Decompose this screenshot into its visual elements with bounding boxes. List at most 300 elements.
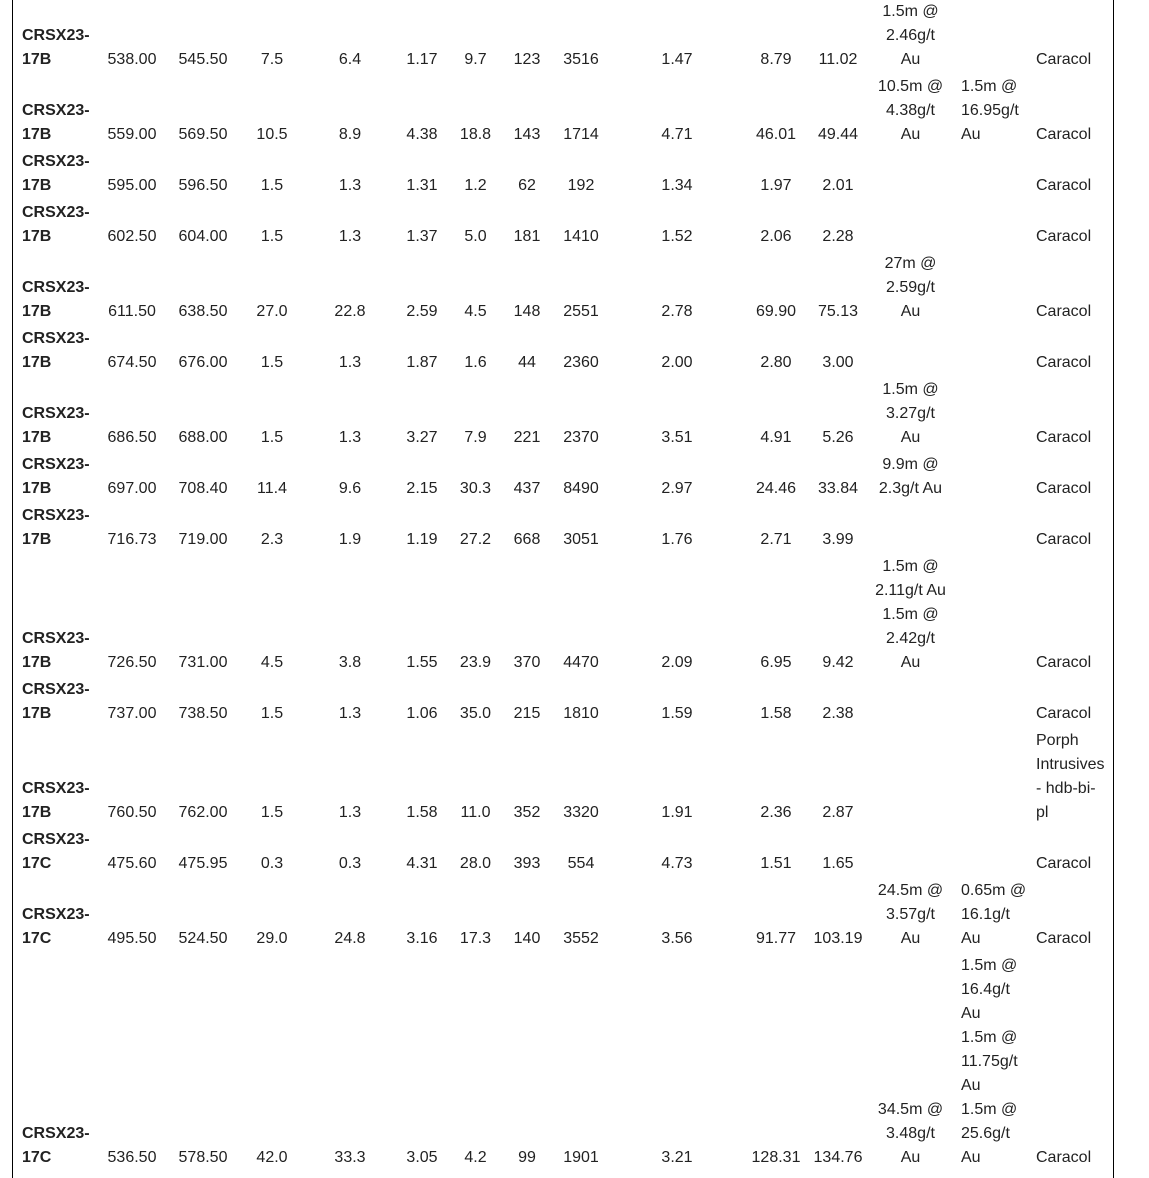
cell-line: Caracol — [1036, 303, 1092, 320]
cell-line: Caracol — [1036, 855, 1092, 872]
aueq-cell: 1.76 — [661, 531, 693, 548]
hole-id-cell: CRSX23- 17C — [22, 906, 90, 947]
au-cell: 1.58 — [406, 804, 438, 821]
cell-line: 24.5m @ — [877, 882, 944, 899]
cell-line: 1.5m @ — [882, 606, 939, 623]
zone-cell — [1034, 879, 1112, 954]
table-row — [12, 729, 1112, 828]
cell-line: 10.5m @ — [877, 78, 944, 95]
including-secondary-cell — [954, 828, 1034, 879]
cu-cell: 393 — [513, 855, 541, 872]
interval-cell: 4.5 — [260, 654, 284, 671]
including-cell — [867, 327, 954, 378]
hole-id-cell: CRSX23- 17B — [22, 279, 90, 320]
au-cell: 1.19 — [406, 531, 438, 548]
including-secondary-cell — [954, 150, 1034, 201]
au-cell: 4.38 — [406, 126, 438, 143]
table-row — [12, 828, 1112, 879]
cell-line: Caracol — [1036, 1149, 1092, 1166]
including-secondary-cell — [954, 555, 1034, 678]
au-cell: 3.27 — [406, 429, 438, 446]
gxm-aueq-cell: 2.01 — [822, 177, 854, 194]
aueq-cell: 4.71 — [661, 126, 693, 143]
including-cell — [867, 75, 954, 150]
au-cell: 1.06 — [406, 705, 438, 722]
including-cell — [867, 729, 954, 828]
ag-cell: 1.6 — [464, 354, 487, 371]
cu-cell: 99 — [518, 1149, 536, 1166]
including-secondary-cell — [954, 954, 1034, 1173]
cell-line: 2.42g/t — [886, 630, 935, 647]
from-cell: 495.50 — [107, 930, 157, 947]
including-cell — [867, 678, 954, 729]
cell-line: 2.46g/t — [886, 27, 935, 44]
true-width-cell: 1.3 — [338, 228, 362, 245]
to-cell: 596.50 — [178, 177, 228, 194]
zone-cell — [1034, 378, 1112, 453]
aueq-cell: 3.21 — [661, 1149, 693, 1166]
zone-cell — [1034, 252, 1112, 327]
gxm-aueq-cell: 75.13 — [817, 303, 859, 320]
zone-cell — [1034, 327, 1112, 378]
aueq-cell: 1.34 — [661, 177, 693, 194]
interval-cell: 27.0 — [256, 303, 288, 320]
interval-cell: 11.4 — [257, 480, 287, 497]
including-cell — [867, 201, 954, 252]
gxm-au-cell: 2.71 — [760, 531, 792, 548]
including-cell — [867, 252, 954, 327]
from-cell: 674.50 — [107, 354, 157, 371]
cu-cell: 148 — [513, 303, 541, 320]
interval-cell: 1.5 — [260, 705, 284, 722]
cell-line: Au — [961, 1149, 981, 1166]
cell-line: 1.5m @ — [961, 957, 1018, 974]
table-row — [12, 879, 1112, 954]
drill-results-table — [12, 0, 1112, 1173]
from-cell: 726.50 — [107, 654, 157, 671]
gxm-aueq-cell: 49.44 — [817, 126, 859, 143]
cell-line: Caracol — [1036, 654, 1092, 671]
true-width-cell: 1.3 — [338, 804, 362, 821]
cell-line: 3.48g/t — [886, 1125, 935, 1142]
gxm-aueq-cell: 2.87 — [822, 804, 854, 821]
cell-line: Caracol — [1036, 354, 1092, 371]
true-width-cell: 0.3 — [338, 855, 362, 872]
gxm-aueq-cell: 3.99 — [822, 531, 854, 548]
interval-cell: 1.5 — [260, 354, 284, 371]
aueq-cell: 3.51 — [661, 429, 693, 446]
cell-line: 25.6g/t — [961, 1125, 1010, 1142]
hole-id-cell: CRSX23- 17B — [22, 456, 90, 497]
gxm-au-cell: 1.97 — [760, 177, 792, 194]
hole-id-cell: CRSX23- 17B — [22, 630, 90, 671]
cell-line: 1.5m @ — [882, 3, 939, 20]
table-row — [12, 378, 1112, 453]
gxm-au-cell: 128.31 — [751, 1149, 801, 1166]
including-secondary-cell — [954, 504, 1034, 555]
true-width-cell: 1.9 — [338, 531, 362, 548]
interval-cell: 1.5 — [260, 177, 284, 194]
to-cell: 524.50 — [178, 930, 228, 947]
interval-cell: 1.5 — [260, 429, 284, 446]
zn-cell: 554 — [567, 855, 595, 872]
table-row — [12, 954, 1112, 1173]
cu-cell: 668 — [513, 531, 541, 548]
table-row — [12, 201, 1112, 252]
cell-line: Caracol — [1036, 51, 1092, 68]
au-cell: 1.31 — [406, 177, 438, 194]
true-width-cell: 1.3 — [338, 429, 362, 446]
cell-line: 2.11g/t Au — [875, 582, 946, 599]
gxm-au-cell: 6.95 — [760, 654, 792, 671]
including-cell — [867, 378, 954, 453]
gxm-au-cell: 2.80 — [760, 354, 792, 371]
cell-line: 0.65m @ — [961, 882, 1027, 899]
zn-cell: 2551 — [563, 303, 599, 320]
zn-cell: 3552 — [563, 930, 599, 947]
true-width-cell: 1.3 — [338, 177, 362, 194]
including-secondary-cell — [954, 327, 1034, 378]
zn-cell: 3320 — [563, 804, 599, 821]
ag-cell: 23.9 — [459, 654, 492, 671]
including-secondary-cell — [954, 729, 1034, 828]
cell-line: 4.38g/t — [886, 102, 935, 119]
gxm-aueq-cell: 3.00 — [822, 354, 854, 371]
true-width-cell: 33.3 — [334, 1149, 366, 1166]
including-cell — [867, 453, 954, 504]
from-cell: 716.73 — [107, 531, 157, 548]
table-row — [12, 453, 1112, 504]
from-cell: 760.50 — [107, 804, 157, 821]
gxm-aueq-cell: 5.26 — [822, 429, 854, 446]
cu-cell: 370 — [513, 654, 541, 671]
cu-cell: 143 — [513, 126, 541, 143]
from-cell: 697.00 — [107, 480, 157, 497]
true-width-cell: 6.4 — [338, 51, 362, 68]
zn-cell: 3051 — [563, 531, 599, 548]
including-cell — [867, 504, 954, 555]
aueq-cell: 2.78 — [661, 303, 693, 320]
cell-line: 1.5m @ — [961, 1101, 1018, 1118]
from-cell: 595.00 — [107, 177, 157, 194]
cell-line: Caracol — [1036, 480, 1092, 497]
interval-cell: 2.3 — [260, 531, 284, 548]
true-width-cell: 1.3 — [338, 354, 362, 371]
cell-line: Porph — [1036, 732, 1079, 749]
table-row — [12, 0, 1112, 75]
table-row — [12, 327, 1112, 378]
interval-cell: 42.0 — [256, 1149, 288, 1166]
cell-line: Au — [900, 51, 921, 68]
aueq-cell: 1.47 — [661, 51, 693, 68]
zone-cell — [1034, 0, 1112, 75]
cell-line: 27m @ — [884, 255, 937, 272]
au-cell: 2.59 — [406, 303, 438, 320]
interval-cell: 1.5 — [260, 804, 284, 821]
including-secondary-cell — [954, 378, 1034, 453]
cell-line: Caracol — [1036, 429, 1092, 446]
including-cell — [867, 555, 954, 678]
to-cell: 719.00 — [178, 531, 228, 548]
au-cell: 1.55 — [406, 654, 438, 671]
zone-cell — [1034, 75, 1112, 150]
hole-id-cell: CRSX23- 17C — [22, 831, 90, 872]
table-row — [12, 252, 1112, 327]
including-secondary-cell — [954, 879, 1034, 954]
including-secondary-cell — [954, 75, 1034, 150]
true-width-cell: 1.3 — [338, 705, 362, 722]
hole-id-cell: CRSX23- 17B — [22, 507, 90, 548]
from-cell: 475.60 — [107, 855, 157, 872]
including-secondary-cell — [954, 252, 1034, 327]
zone-cell — [1034, 828, 1112, 879]
zn-cell: 1410 — [563, 228, 599, 245]
ag-cell: 17.3 — [459, 930, 492, 947]
interval-cell: 10.5 — [256, 126, 288, 143]
zn-cell: 1901 — [563, 1149, 599, 1166]
cell-line: Au — [900, 1149, 921, 1166]
from-cell: 536.50 — [107, 1149, 157, 1166]
from-cell: 686.50 — [107, 429, 157, 446]
true-width-cell: 3.8 — [338, 654, 362, 671]
gxm-aueq-cell: 134.76 — [813, 1149, 863, 1166]
including-secondary-cell — [954, 453, 1034, 504]
from-cell: 737.00 — [107, 705, 157, 722]
cu-cell: 221 — [513, 429, 541, 446]
gxm-aueq-cell: 33.84 — [817, 480, 859, 497]
true-width-cell: 8.9 — [338, 126, 362, 143]
ag-cell: 27.2 — [459, 531, 492, 548]
au-cell: 4.31 — [406, 855, 438, 872]
aueq-cell: 1.52 — [661, 228, 693, 245]
to-cell: 569.50 — [178, 126, 228, 143]
zone-cell — [1034, 729, 1112, 828]
zn-cell: 1714 — [563, 126, 599, 143]
cell-line: 1.5m @ — [961, 78, 1018, 95]
cell-line: Caracol — [1036, 228, 1092, 245]
ag-cell: 9.7 — [464, 51, 487, 68]
cu-cell: 437 — [513, 480, 541, 497]
au-cell: 1.17 — [406, 51, 438, 68]
zn-cell: 3516 — [563, 51, 599, 68]
to-cell: 545.50 — [178, 51, 228, 68]
hole-id-cell: CRSX23- 17B — [22, 405, 90, 446]
cell-line: Caracol — [1036, 705, 1092, 722]
gxm-au-cell: 4.91 — [760, 429, 792, 446]
hole-id-cell: CRSX23- 17B — [22, 204, 90, 245]
cell-line: 1.5m @ — [961, 1029, 1018, 1046]
from-cell: 538.00 — [107, 51, 157, 68]
hole-id-cell: CRSX23- 17B — [22, 27, 90, 68]
zone-cell — [1034, 201, 1112, 252]
cell-line: Caracol — [1036, 531, 1092, 548]
cell-line: Au — [961, 930, 981, 947]
including-secondary-cell — [954, 678, 1034, 729]
cell-line: 11.75g/t — [961, 1053, 1018, 1070]
ag-cell: 18.8 — [459, 126, 492, 143]
from-cell: 602.50 — [107, 228, 157, 245]
gxm-au-cell: 24.46 — [755, 480, 797, 497]
ag-cell: 28.0 — [459, 855, 492, 872]
including-cell — [867, 828, 954, 879]
ag-cell: 4.2 — [464, 1149, 487, 1166]
from-cell: 611.50 — [108, 303, 156, 320]
cell-line: Au — [961, 1077, 981, 1094]
gxm-au-cell: 1.51 — [760, 855, 792, 872]
cu-cell: 62 — [518, 177, 536, 194]
zn-cell: 4470 — [563, 654, 599, 671]
aueq-cell: 3.56 — [661, 930, 693, 947]
au-cell: 3.05 — [406, 1149, 438, 1166]
gxm-aueq-cell: 103.19 — [813, 930, 863, 947]
gxm-aueq-cell: 2.38 — [822, 705, 854, 722]
gxm-au-cell: 1.58 — [760, 705, 792, 722]
cell-line: 16.1g/t — [961, 906, 1010, 923]
interval-cell: 1.5 — [260, 228, 284, 245]
au-cell: 2.15 — [406, 480, 438, 497]
hole-id-cell: CRSX23- 17B — [22, 330, 90, 371]
to-cell: 688.00 — [178, 429, 228, 446]
cell-line: 2.3g/t Au — [878, 480, 943, 497]
ag-cell: 7.9 — [464, 429, 487, 446]
ag-cell: 11.0 — [460, 804, 491, 821]
hole-id-cell: CRSX23- 17B — [22, 153, 90, 194]
zn-cell: 192 — [567, 177, 595, 194]
cell-line: Au — [900, 303, 921, 320]
zone-cell — [1034, 954, 1112, 1173]
cu-cell: 123 — [513, 51, 541, 68]
hole-id-cell: CRSX23- 17C — [22, 1125, 90, 1166]
zn-cell: 1810 — [563, 705, 599, 722]
ag-cell: 35.0 — [459, 705, 492, 722]
gxm-aueq-cell: 11.02 — [818, 51, 858, 68]
to-cell: 604.00 — [178, 228, 228, 245]
gxm-au-cell: 46.01 — [755, 126, 797, 143]
zone-cell — [1034, 150, 1112, 201]
au-cell: 1.37 — [406, 228, 438, 245]
aueq-cell: 4.73 — [661, 855, 693, 872]
au-cell: 1.87 — [406, 354, 438, 371]
ag-cell: 4.5 — [464, 303, 487, 320]
including-cell — [867, 879, 954, 954]
cu-cell: 44 — [518, 354, 536, 371]
aueq-cell: 2.97 — [661, 480, 693, 497]
aueq-cell: 1.91 — [661, 804, 693, 821]
cell-line: 2.59g/t — [886, 279, 935, 296]
au-cell: 3.16 — [406, 930, 438, 947]
ag-cell: 30.3 — [459, 480, 492, 497]
interval-cell: 29.0 — [256, 930, 288, 947]
including-secondary-cell — [954, 201, 1034, 252]
aueq-cell: 1.59 — [661, 705, 693, 722]
cu-cell: 181 — [513, 228, 541, 245]
gxm-au-cell: 91.77 — [755, 930, 797, 947]
zone-cell — [1034, 555, 1112, 678]
including-cell — [867, 954, 954, 1173]
cell-line: Au — [900, 126, 921, 143]
to-cell: 708.40 — [178, 480, 228, 497]
cell-line: Caracol — [1036, 930, 1092, 947]
cell-line: Au — [900, 930, 921, 947]
ag-cell: 1.2 — [464, 177, 487, 194]
true-width-cell: 24.8 — [334, 930, 366, 947]
cell-line: 16.4g/t — [961, 981, 1010, 998]
cell-line: 16.95g/t — [961, 102, 1019, 119]
true-width-cell: 22.8 — [334, 303, 366, 320]
zn-cell: 8490 — [563, 480, 599, 497]
table-row — [12, 678, 1112, 729]
hole-id-cell: CRSX23- 17B — [22, 681, 90, 722]
hole-id-cell: CRSX23- 17B — [22, 780, 90, 821]
cell-line: Au — [900, 429, 921, 446]
including-cell — [867, 0, 954, 75]
table-row — [12, 75, 1112, 150]
cell-line: Caracol — [1036, 126, 1092, 143]
table-row — [12, 150, 1112, 201]
interval-cell: 0.3 — [260, 855, 284, 872]
zn-cell: 2370 — [563, 429, 599, 446]
cu-cell: 215 — [513, 705, 541, 722]
cell-line: 1.5m @ — [882, 381, 939, 398]
cu-cell: 140 — [513, 930, 541, 947]
including-cell — [867, 150, 954, 201]
ag-cell: 5.0 — [464, 228, 487, 245]
cu-cell: 352 — [513, 804, 541, 821]
cell-line: Au — [961, 126, 981, 143]
true-width-cell: 9.6 — [338, 480, 362, 497]
aueq-cell: 2.00 — [661, 354, 693, 371]
cell-line: pl — [1036, 804, 1049, 821]
cell-line: 3.27g/t — [886, 405, 935, 422]
cell-line: Intrusives — [1036, 756, 1105, 773]
to-cell: 578.50 — [178, 1149, 228, 1166]
to-cell: 731.00 — [178, 654, 228, 671]
cell-line: 34.5m @ — [877, 1101, 944, 1118]
to-cell: 638.50 — [178, 303, 228, 320]
gxm-aueq-cell: 1.65 — [822, 855, 854, 872]
cell-line: 1.5m @ — [882, 558, 939, 575]
zone-cell — [1034, 453, 1112, 504]
to-cell: 475.95 — [178, 855, 228, 872]
table-body — [12, 0, 1112, 1173]
gxm-au-cell: 2.06 — [760, 228, 792, 245]
zone-cell — [1034, 504, 1112, 555]
interval-cell: 7.5 — [260, 51, 284, 68]
cell-line: 9.9m @ — [882, 456, 939, 473]
to-cell: 738.50 — [178, 705, 228, 722]
hole-id-cell: CRSX23- 17B — [22, 102, 90, 143]
cell-line: Au — [900, 654, 921, 671]
gxm-au-cell: 69.90 — [755, 303, 797, 320]
gxm-aueq-cell: 9.42 — [822, 654, 854, 671]
aueq-cell: 2.09 — [661, 654, 693, 671]
zone-cell — [1034, 678, 1112, 729]
cell-line: 3.57g/t — [886, 906, 935, 923]
gxm-au-cell: 8.79 — [760, 51, 792, 68]
to-cell: 762.00 — [178, 804, 228, 821]
zn-cell: 2360 — [563, 354, 599, 371]
gxm-aueq-cell: 2.28 — [822, 228, 854, 245]
from-cell: 559.00 — [107, 126, 157, 143]
cell-line: Caracol — [1036, 177, 1092, 194]
table-row — [12, 504, 1112, 555]
to-cell: 676.00 — [178, 354, 228, 371]
including-secondary-cell — [954, 0, 1034, 75]
gxm-au-cell: 2.36 — [760, 804, 792, 821]
cell-line: Au — [961, 1005, 981, 1022]
table-row — [12, 555, 1112, 678]
cell-line: - hdb-bi- — [1036, 780, 1096, 797]
